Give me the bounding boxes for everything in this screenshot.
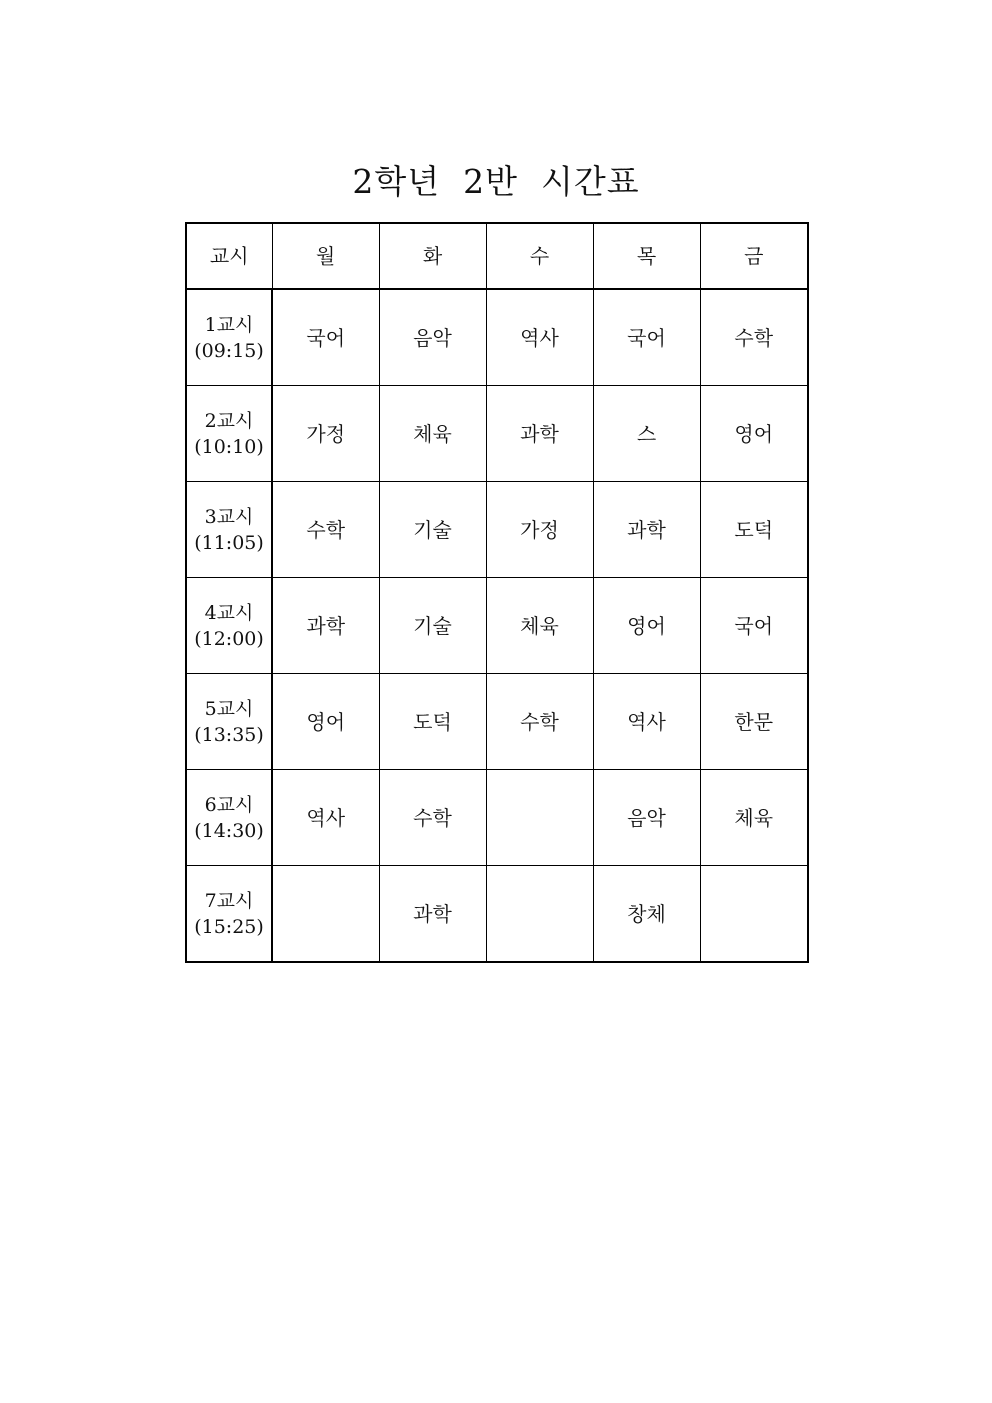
subject-cell: 영어 [700,386,808,482]
period-cell [186,482,272,578]
period-time: (09:15) [194,339,264,362]
period-name: 6교시 [204,793,254,816]
subject-cell: 과학 [272,578,379,674]
table-row [186,866,808,963]
subject-cell: 수학 [272,482,379,578]
period-cell [186,866,272,963]
table-row [186,482,808,578]
period-name: 3교시 [204,505,254,528]
subject-cell: 창체 [593,866,700,963]
period-cell [186,386,272,482]
period-time: (13:35) [194,723,264,746]
subject-cell: 국어 [272,289,379,386]
table-header-row [186,223,808,289]
subject-cell: 국어 [593,289,700,386]
subject-cell: 과학 [379,866,486,963]
subject-cell: 수학 [486,674,593,770]
header-day-mon: 월 [272,223,379,289]
subject-cell: 음악 [379,289,486,386]
table-row [186,386,808,482]
timetable [185,222,809,963]
period-cell [186,578,272,674]
period-time: (11:05) [194,531,264,554]
subject-cell: 역사 [486,289,593,386]
subject-cell: 도덕 [379,674,486,770]
period-time: (14:30) [194,819,264,842]
header-day-tue: 화 [379,223,486,289]
period-time: (15:25) [194,915,264,938]
subject-cell: 영어 [272,674,379,770]
subject-cell: 도덕 [700,482,808,578]
period-time: (10:10) [194,435,264,458]
subject-cell: 한문 [700,674,808,770]
page-title: 2학년 2반 시간표 [352,162,640,201]
subject-cell: 체육 [700,770,808,866]
subject-cell: 국어 [700,578,808,674]
period-cell [186,289,272,386]
period-name: 1교시 [204,313,254,336]
subject-cell: 음악 [593,770,700,866]
subject-cell: 영어 [593,578,700,674]
subject-cell [700,866,808,963]
table-row [186,289,808,386]
subject-cell: 가정 [486,482,593,578]
subject-cell: 역사 [593,674,700,770]
subject-cell: 체육 [486,578,593,674]
subject-cell: 과학 [486,386,593,482]
subject-cell: 역사 [272,770,379,866]
table-row [186,674,808,770]
period-name: 5교시 [204,697,254,720]
header-day-wed: 수 [486,223,593,289]
header-period: 교시 [186,223,272,289]
period-name: 4교시 [204,601,254,624]
subject-cell: 스 [593,386,700,482]
subject-cell: 기술 [379,578,486,674]
subject-cell: 과학 [593,482,700,578]
header-day-thu: 목 [593,223,700,289]
subject-cell: 수학 [379,770,486,866]
period-cell [186,770,272,866]
period-time: (12:00) [194,627,264,650]
period-name: 2교시 [204,409,254,432]
subject-cell: 기술 [379,482,486,578]
subject-cell: 체육 [379,386,486,482]
table-row [186,770,808,866]
header-day-fri: 금 [700,223,808,289]
period-cell [186,674,272,770]
subject-cell: 수학 [700,289,808,386]
subject-cell [486,770,593,866]
period-name: 7교시 [204,889,254,912]
subject-cell [272,866,379,963]
table-row [186,578,808,674]
subject-cell [486,866,593,963]
subject-cell: 가정 [272,386,379,482]
